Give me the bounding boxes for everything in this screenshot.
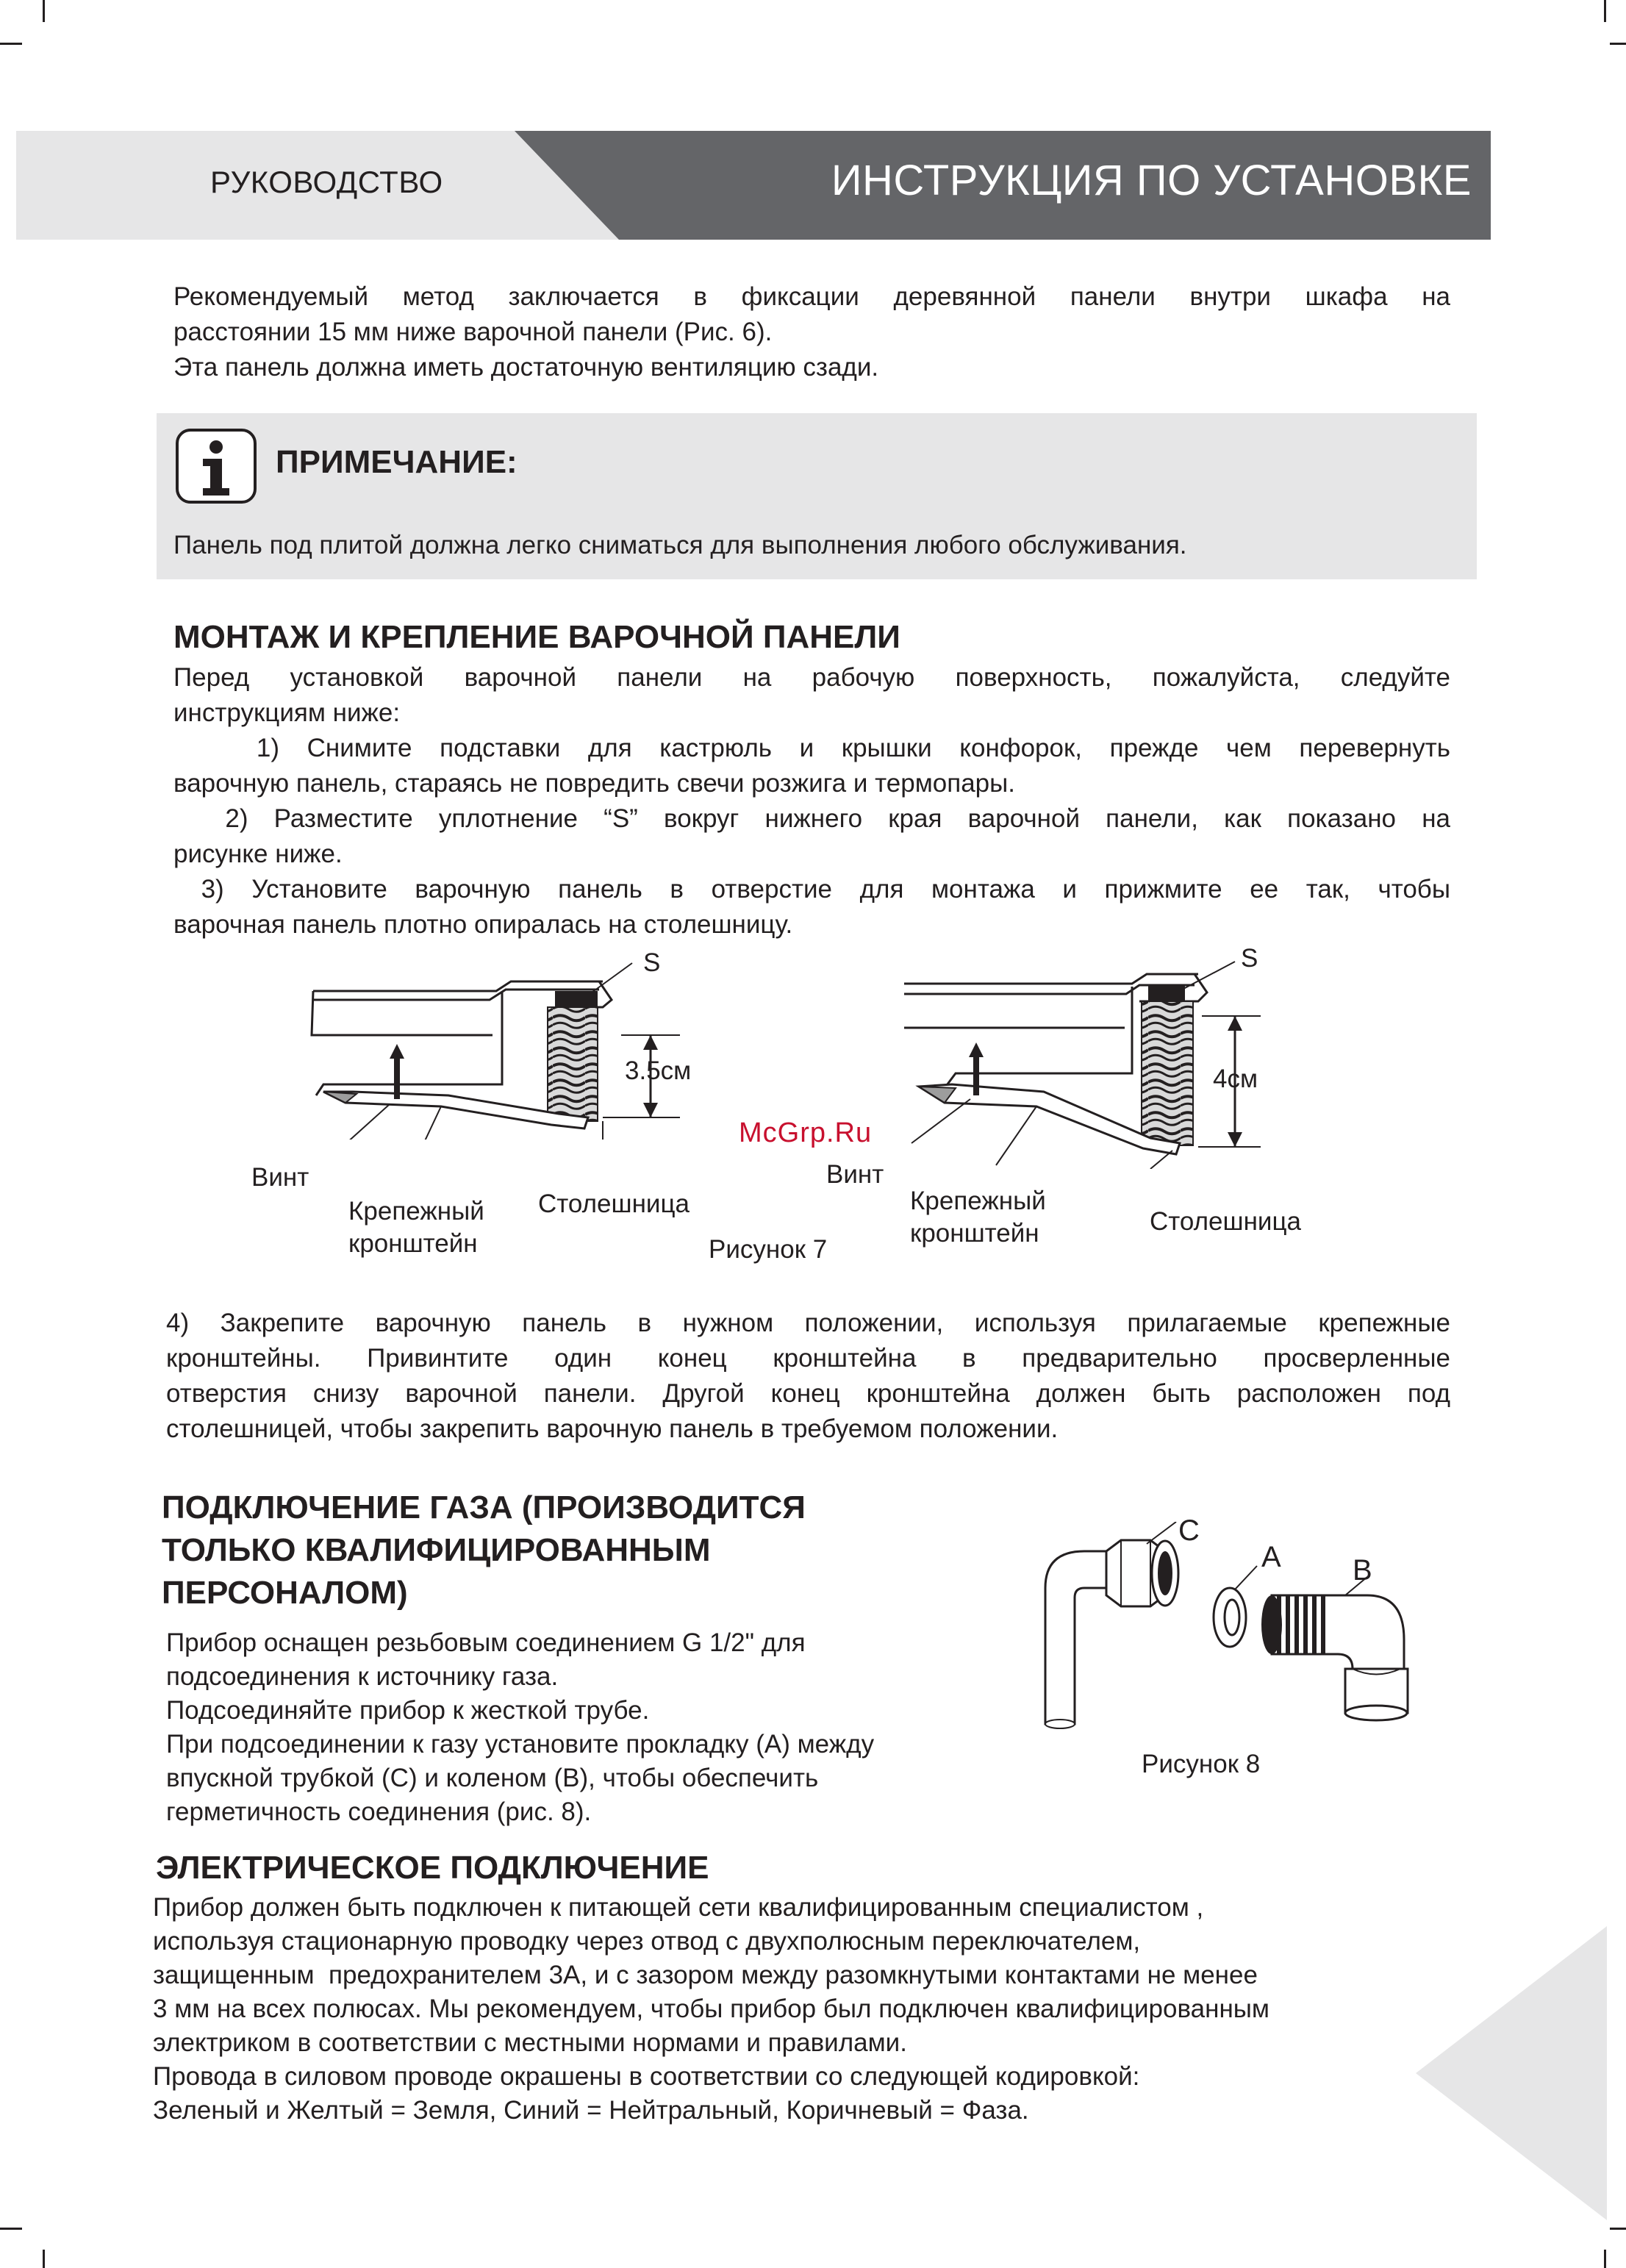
fig8-label-a: A [1261, 1541, 1281, 1573]
gas-heading-line: ПЕРСОНАЛОМ) [162, 1575, 408, 1611]
step4-line: 4) Закрепите варочную панель в нужном положении, используя прилагаемые крепежные [166, 1309, 1450, 1337]
fig7-right-seal-label: S [1241, 944, 1258, 973]
intro-line: Рекомендуемый метод заключается в фиксации деревянной панели внутри шкафа на [173, 282, 1450, 311]
gas-line: Подсоединяйте прибор к жесткой трубе. [166, 1696, 650, 1725]
crop-mark [1604, 0, 1606, 22]
crop-mark [0, 2228, 22, 2230]
gas-line: впускной трубкой (C) и коленом (B), чтобы обеспечить [166, 1764, 819, 1792]
note-title: ПРИМЕЧАНИЕ: [276, 444, 517, 480]
note-text: Панель под плитой должна легко сниматься для выполнения любого обслуживания. [173, 531, 1187, 559]
gas-line: Прибор оснащен резьбовым соединением G 1/2" для [166, 1628, 806, 1657]
electrical-line: используя стационарную проводку через отвод с двухполюсным переключателем, [153, 1927, 1141, 1956]
gas-heading-line: ТОЛЬКО КВАЛИФИЦИРОВАННЫМ [162, 1532, 711, 1568]
crop-mark [1610, 2228, 1626, 2230]
electrical-line: 3 мм на всех полюсах. Мы рекомендуем, чтобы прибор был подключен квалифицированным [153, 1995, 1269, 2023]
fig7-right-bracket-line: кронштейн [910, 1219, 1039, 1248]
mounting-line: варочная панель плотно опиралась на столешницу. [173, 910, 793, 939]
mounting-line: 1) Снимите подставки для кастрюль и крышки конфорок, прежде чем перевернуть [173, 734, 1450, 762]
fig8-label-b: B [1353, 1554, 1372, 1586]
intro-line: расстоянии 15 мм ниже варочной панели (Рис. 6). [173, 318, 773, 346]
fig7-left-bracket-line: кронштейн [348, 1229, 478, 1258]
fig7-right-worktop-label: Столешница [1150, 1207, 1301, 1236]
header-left-title: РУКОВОДСТВО [210, 165, 443, 199]
fig7-left-seal-label: S [643, 948, 661, 977]
crop-mark [43, 0, 45, 22]
section-heading-mounting: МОНТАЖ И КРЕПЛЕНИЕ ВАРОЧНОЙ ПАНЕЛИ [173, 619, 900, 655]
intro-paragraph [173, 279, 1450, 385]
electrical-paragraph [153, 1891, 1476, 2128]
section-heading-electrical: ЭЛЕКТРИЧЕСКОЕ ПОДКЛЮЧЕНИЕ [156, 1850, 709, 1886]
figure7-right-diagram [889, 948, 1301, 1169]
fig8-caption: Рисунок 8 [1142, 1750, 1261, 1778]
crop-mark [43, 2250, 45, 2268]
mounting-line: 3) Установите варочную панель в отверстие для монтажа и прижмите ее так, чтобы [173, 875, 1450, 904]
step4-line: столешницей, чтобы закрепить варочную панель в требуемом положении. [166, 1414, 1059, 1443]
mounting-paragraph [173, 660, 1450, 942]
mounting-line: Перед установкой варочной панели на рабочую поверхность, пожалуйста, следуйте [173, 663, 1450, 692]
fig7-left-screw-label: Винт [251, 1163, 309, 1192]
fig7-right-screw-label: Винт [826, 1160, 884, 1189]
electrical-line: защищенным предохранителем 3А, и с зазором между разомкнутыми контактами не менее [153, 1961, 1258, 1989]
intro-line: Эта панель должна иметь достаточную вентиляцию сзади. [173, 353, 879, 382]
gas-paragraph [166, 1626, 1019, 1829]
fig7-caption: Рисунок 7 [709, 1235, 828, 1264]
fig8-label-c: C [1178, 1514, 1200, 1547]
electrical-line: Зеленый и Желтый = Земля, Синий = Нейтральный, Коричневый = Фаза. [153, 2096, 1029, 2125]
info-icon [175, 428, 257, 504]
gas-heading-line: ПОДКЛЮЧЕНИЕ ГАЗА (ПРОИЗВОДИТСЯ [162, 1489, 806, 1525]
mounting-line: варочную панель, стараясь не повредить свечи розжига и термопары. [173, 769, 1016, 798]
watermark: McGrp.Ru [739, 1117, 873, 1148]
mounting-line: 2) Разместите уплотнение “S” вокруг нижнего края варочной панели, как показано на [173, 804, 1450, 833]
figure8-gas-fitting-diagram [1029, 1522, 1441, 1757]
gas-line: подсоединения к источнику газа. [166, 1662, 559, 1691]
step4-line: кронштейны. Привинтите один конец кронштейна в предварительно просверленные [166, 1344, 1450, 1373]
fig7-left-worktop-label: Столешница [538, 1190, 690, 1218]
step4-paragraph [166, 1306, 1450, 1447]
mounting-line: инструкциям ниже: [173, 698, 401, 727]
crop-mark [0, 43, 22, 45]
fig7-right-bracket-line: Крепежный [910, 1187, 1046, 1215]
fig7-right-bracket-label [910, 1185, 1046, 1250]
fig7-left-bracket-label [348, 1195, 484, 1260]
fig7-left-dimension-label: 3.5см [625, 1056, 692, 1085]
section-heading-gas [162, 1487, 806, 1614]
electrical-line: Прибор должен быть подключен к питающей сети квалифицированным специалистом , [153, 1893, 1204, 1922]
fig7-right-dimension-label: 4см [1213, 1065, 1258, 1093]
step4-line: отверстия снизу варочной панели. Другой конец кронштейна должен быть расположен под [166, 1379, 1450, 1408]
mounting-line: рисунке ниже. [173, 840, 343, 868]
electrical-line: Провода в силовом проводе окрашены в соответствии со следующей кодировкой: [153, 2062, 1140, 2091]
fig7-left-bracket-line: Крепежный [348, 1197, 484, 1226]
crop-mark [1604, 2250, 1606, 2268]
electrical-line: электриком в соответствии с местными нормами и правилами. [153, 2028, 907, 2057]
header-right-title: ИНСТРУКЦИЯ ПО УСТАНОВКЕ [831, 157, 1472, 204]
gas-line: герметичность соединения (рис. 8). [166, 1797, 592, 1826]
gas-line: При подсоединении к газу установите прокладку (A) между [166, 1730, 875, 1759]
crop-mark [1610, 43, 1626, 45]
